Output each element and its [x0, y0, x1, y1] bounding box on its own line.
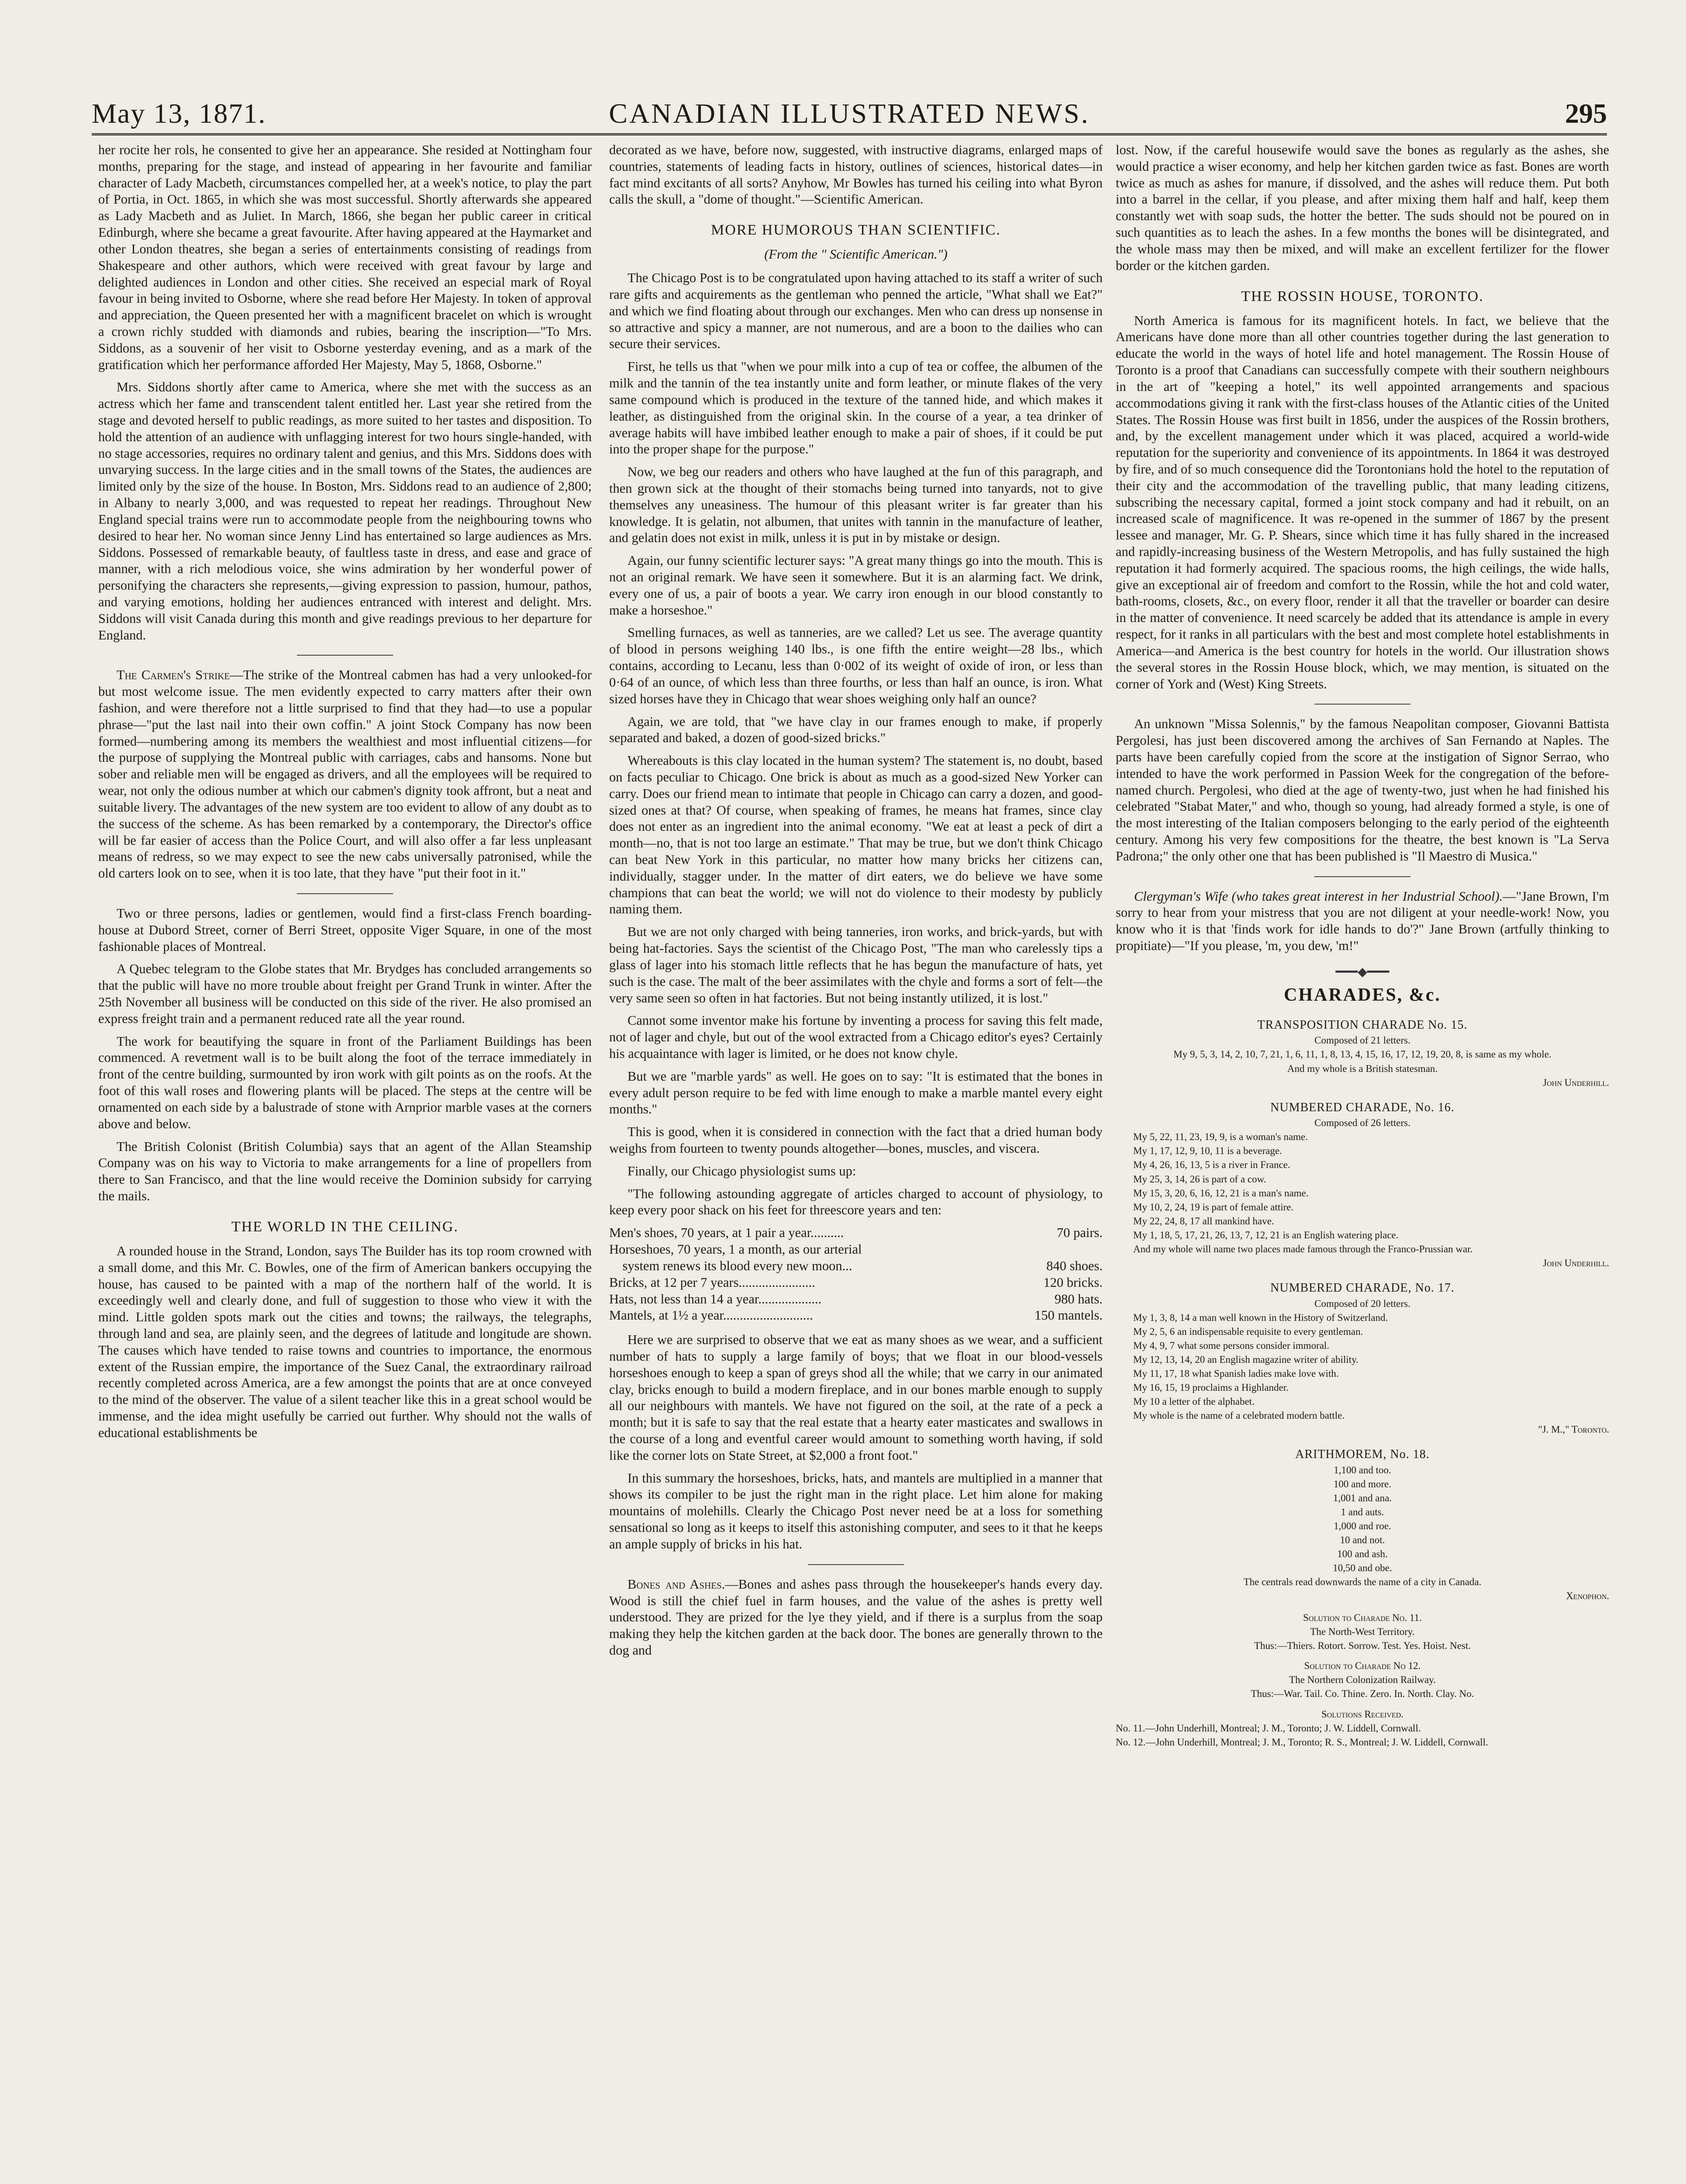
- charade-17-title: NUMBERED CHARADE, No. 17.: [1270, 1281, 1455, 1295]
- solutions-received-title: Solutions Received.: [1321, 1708, 1404, 1720]
- column-2: [609, 142, 1103, 1665]
- charade-18-line: 10 and not.: [1340, 1534, 1385, 1545]
- divider: [808, 1564, 904, 1565]
- table-row: [609, 1275, 1103, 1291]
- humorous-paragraph-1: The Chicago Post is to be congratulated upon having attached to its staff a writer of such rare gifts and acquirements as the gentleman who penned the article, "What shall we Eat?" and which we find floating about through our exchanges. Men who can dress up nonsense in so attractive and spicy a manner, are not numerous, and are a boon to the dailies who can secure their services.: [609, 270, 1103, 352]
- charade-18-title: ARITHMOREM, No. 18.: [1295, 1448, 1430, 1462]
- charade-16-line: My 15, 3, 20, 6, 16, 12, 21 is a man's name.: [1133, 1187, 1309, 1199]
- humorous-paragraph-4: Again, our funny scientific lecturer says: "A great many things go into the mouth. This is not an original remark. We have seen it somewhere. But it is an alarming fact. We drink, every one of us, a pair of boots a year. We carry iron enough in our blood constantly to make a horseshoe.": [609, 553, 1103, 618]
- table-row: [609, 1258, 1103, 1275]
- charade-16-line: My 5, 22, 11, 23, 19, 9, is a woman's name.: [1133, 1131, 1308, 1143]
- divider: [1314, 704, 1410, 705]
- british-colonist-paragraph: The British Colonist (British Columbia) says that an agent of the Allan Steamship Company was on his way to Victoria to make arrangements for a line of propellers from there to San Francisco, and that the line would receive the Dominion subsidy for carrying the mails.: [98, 1139, 592, 1203]
- solutions-received-line: No. 12.—John Underhill, Montreal; J. M., Toronto; R. S., Montreal; J. W. Liddell, Cornwall.: [1116, 1736, 1488, 1748]
- world-ceiling-heading: THE WORLD IN THE CEILING.: [231, 1218, 459, 1235]
- carmen-strike-paragraph: [98, 667, 592, 882]
- table-item: system renews its blood every new moon...: [609, 1258, 852, 1273]
- table-item: Mantels, at 1½ a year...........................: [609, 1308, 813, 1323]
- column-3: [1116, 142, 1609, 1750]
- charade-15-subtitle: Composed of 21 letters.: [1314, 1035, 1410, 1046]
- carmen-strike-text: —The strike of the Montreal cabmen has had a very unlooked-for but most welcome issue. The men evidently expected to carry matters after their own fashion, and were therefore not a little surprised to find that they had—to use a popular phrase—"put the last nail into their own coffin." A joint Stock Company has now been formed—numbering among its members the wealthiest and most influential citizens—for the purpose of supplying the Montreal public with carriages, cabs and hansoms. None but sober and reliable men will be engaged as drivers, and all the employees will be required to wear, not only the odious number at which our cabmen's dignity took affront, but a neat and suitable livery. The advantages of the new system are too evident to allow of any doubt as to the success of the scheme. As has been remarked by a contemporary, the Director's office will be far easier of access than the Police Court, and will also offer a far less unpleasant means of redress, so we may expect to see the new cabs universally patronised, while the old carters look on to see, when it is too late, that they have "put their foot in it.": [98, 667, 592, 881]
- humorous-paragraph-13: "The following astounding aggregate of articles charged to account of physiology, to keep every poor shack on his feet for threescore years and ten:: [609, 1186, 1103, 1218]
- humorous-paragraph-2: First, he tells us that "when we pour milk into a cup of tea or coffee, the albumen of the milk and the tannin of the tea instantly unite and form leather, or minute flakes of the very same compound which is produced in the texture of the tanned hide, and which makes it leather, as distinguished from the original skin. In the course of a year, a tea drinker of average habits will have imbibed leather enough to make a pair of shoes, if it could be put into the proper shape for the purpose.": [609, 359, 1103, 457]
- charade-16-line: My 1, 18, 5, 17, 21, 26, 13, 7, 12, 21 is an English watering place.: [1133, 1229, 1399, 1241]
- divider: [297, 655, 393, 656]
- charade-18-line: 1,000 and roe.: [1334, 1520, 1391, 1531]
- charade-18-line: 100 and more.: [1333, 1478, 1392, 1489]
- table-amount: 150 mantels.: [1034, 1308, 1103, 1323]
- solution-11-answer: The North-West Territory.: [1310, 1626, 1415, 1638]
- bones-ashes-continued: lost. Now, if the careful housewife would save the bones as regularly as the ashes, she would practice a wiser economy, and help her kitchen garden twice as fast. Bones are worth twice as much as ashes for manure, if dissolved, and the ashes will reduce them. Put both into a barrel in the cellar, if you please, and after mixing them half and half, keep them constantly wet with soap suds, the hotter the better. The suds should not be poured on in such quantities as to leach the ashes. In a few months the bones will be disintegrated, and the whole mass may then be mixed, and will make an excellent fertilizer for the flower border or the kitchen garden.: [1116, 142, 1609, 273]
- table-item: Bricks, at 12 per 7 years.......................: [609, 1275, 815, 1290]
- table-row: [609, 1307, 1103, 1324]
- charade-16-line: My 25, 3, 14, 26 is part of a cow.: [1133, 1173, 1266, 1185]
- table-item: Hats, not less than 14 a year...................: [609, 1291, 822, 1306]
- bones-ashes-paragraph: [609, 1576, 1103, 1659]
- humorous-paragraph-10: But we are "marble yards" as well. He goes on to say: "It is estimated that the bones in every adult person require to be fed with lime enough to make a marble mantel every eight months.": [609, 1068, 1103, 1117]
- divider: [1314, 876, 1410, 877]
- carmen-strike-lead: The Carmen's Strike: [117, 667, 230, 683]
- charade-18-line: 1 and auts.: [1341, 1506, 1384, 1517]
- charade-15-line: My 9, 5, 3, 14, 2, 10, 7, 21, 1, 6, 11, 1, 8, 13, 4, 15, 16, 17, 12, 19, 20, 8, is same as my whole.: [1173, 1049, 1552, 1060]
- charade-16-title: NUMBERED CHARADE, No. 16.: [1270, 1100, 1455, 1114]
- solution-12-words: Thus:—War. Tail. Co. Thine. Zero. In. North. Clay. No.: [1251, 1688, 1474, 1700]
- world-ceiling-paragraph: A rounded house in the Strand, London, says The Builder has its top room crowned with a small dome, and this Mr. C. Bowles, one of the firm of American bankers occupying the house, has caused to be painted with a map of the northern half of the world. It is exceedingly well and clearly done, and full of suggestion to those who view it with the mind. Little golden spots mark out the cities and towns; the railways, the telegraphs, through land and sea, are plainly seen, and the degrees of latitude and longitude are shown. The causes which have tended to raise towns and countries to importance, the enormous extent of the Russian empire, the importance of the Suez Canal, the extraordinary railroad recently completed across America, are a few amongst the points that are at once conveyed to the mind of the observer. The value of a silent teacher like this in a great school would be immense, and the idea might usefully be carried out further. Why should not the walls of educational establishments be: [98, 1243, 592, 1440]
- solution-11-title: Solution to Charade No. 11.: [1303, 1612, 1422, 1624]
- humorous-paragraph-15: In this summary the horseshoes, bricks, hats, and mantels are multiplied in a manner that shows its compiler to be just the right man in the right place. Let him alone for making mountains of molehills. Clearly the Chicago Post never need be at a loss for something sensational so long as it keeps to itself this astonishing computer, and sees to it that he keeps an ample supply of bricks in his hat.: [609, 1470, 1103, 1552]
- humorous-paragraph-12: Finally, our Chicago physiologist sums up:: [628, 1163, 856, 1178]
- table-amount: 70 pairs.: [1056, 1225, 1103, 1241]
- table-item: Horseshoes, 70 years, 1 a month, as our arterial: [609, 1242, 862, 1257]
- table-row: [609, 1291, 1103, 1308]
- humorous-paragraph-11: This is good, when it is considered in connection with the fact that a dried human body weighs from fourteen to twenty pounds altogether—bones, muscles, and viscera.: [609, 1124, 1103, 1156]
- clergyman-wife-text: —"Jane Brown, I'm sorry to hear from your mistress that you are not diligent at your needle-work! Now, you know who it is that 'finds work for idle hands to do'?" Jane Brown (artfully thinking to propitiate)—"If you please, 'm, you dew, 'm!": [1116, 888, 1609, 954]
- world-ceiling-continued: decorated as we have, before now, suggested, with instructive diagrams, enlarged maps of countries, statements of leading facts in history, outlines of sciences, historical dates—in fact mind excitants of all sorts? Anyhow, Mr Bowles has turned his ceiling into what Byron calls the skull, a "dome of thought."—Scientific American.: [609, 142, 1103, 207]
- charade-16-line: My 10, 2, 24, 19 is part of female attire.: [1133, 1201, 1294, 1213]
- charade-17-author: "J. M.," Toronto.: [1538, 1424, 1609, 1435]
- siddons-paragraph-2: Mrs. Siddons shortly after came to America, where she met with the success as an actress which her fame and transcendent talent entitled her. Last year she retired from the stage and devoted herself to public readings, as more suited to her tastes and disposition. To hold the attention of an audience with unflagging interest for two hours single-handed, with no stage accessories, requires no ordinary talent and genius, and this Mrs. Siddons does with unvarying success. In the large cities and in the small towns of the States, the audiences are limited only by the size of the house. In Boston, Mrs. Siddons read to an audience of 2,800; in Albany to nearly 3,000, and was requested to repeat her readings. Throughout New England special trains were run to accommodate people from the neighbouring towns who desired to hear her. No woman since Jenny Lind has entertained so large audiences as Mrs. Siddons. Possessed of remarkable beauty, of faultless taste in dress, and ease and grace of manner, with a rich melodious voice, she wins admiration by her wonderful power of personifying the characters she represents,—giving expression to passion, humour, pathos, and varying emotions, holding her audiences entranced with interest and delight. Mrs. Siddons will visit Canada during this month and give readings previous to her departure for England.: [98, 380, 592, 643]
- humorous-paragraph-7: Whereabouts is this clay located in the human system? The statement is, no doubt, based on facts peculiar to Chicago. One brick is about as much as a good-sized New Yorker can carry. Does our friend mean to intimate that people in Chicago can carry a dozen, and good-sized ones at that? Of course, when speaking of frames, he means hat frames, since clay does not enter as an ingredient into the animal economy. "We eat at least a peck of dirt a month—no, that is not too large an estimate." That may be true, but we don't think Chicago can beat New York in this particular, no matter how many bricks her citizens can, individually, stagger under. In the matter of dirt eaters, we do believe we have some champions that can beat the world; we will not do violence to their modesty by publicly naming them.: [609, 753, 1103, 917]
- charade-17-line: My 12, 13, 14, 20 an English magazine writer of ability.: [1133, 1354, 1358, 1365]
- table-amount: 840 shoes.: [1046, 1258, 1103, 1273]
- clergyman-wife-lead: Clergyman's Wife (who takes great interest in her Industrial School).: [1134, 888, 1503, 904]
- charade-17-line: My 16, 15, 19 proclaims a Highlander.: [1133, 1382, 1289, 1393]
- charade-17-line: My 11, 17, 18 what Spanish ladies make love with.: [1133, 1368, 1339, 1379]
- humorous-heading: MORE HUMOROUS THAN SCIENTIFIC.: [711, 222, 1001, 238]
- charade-17-subtitle: Composed of 20 letters.: [1314, 1298, 1410, 1309]
- charade-16-line: My 4, 26, 16, 13, 5 is a river in France.: [1133, 1159, 1290, 1171]
- bones-ashes-lead: Bones and Ashes.: [628, 1576, 725, 1592]
- charade-16-line: And my whole will name two places made famous through the Franco-Prussian war.: [1133, 1243, 1473, 1254]
- rossin-house-heading: THE ROSSIN HOUSE, TORONTO.: [1241, 288, 1484, 304]
- ornament-divider: ━━━◆━━━: [1335, 965, 1389, 979]
- rossin-house-paragraph: North America is famous for its magnificent hotels. In fact, we believe that the Americans have done more than all other countries together during the last generation to educate the world in the ways of hotel life and hotel management. The Rossin House of Toronto is a proof that Canadians can successfully compete with their southern neighbours in the art of "keeping a hotel," its well appointed arrangements and spacious accommodations giving it rank with the first-class houses of the Atlantic cities of the United States. The Rossin House was first built in 1856, under the auspices of the Rossin brothers, and, by the excellent management under which it was placed, acquired a world-wide reputation for the superiority and convenience of its appointments. In 1864 it was destroyed by fire, and of so much consequence did the Torontonians hold the hotel to the reputation of their city and the accommodation of the travelling public, that many leading citizens, subscribing the necessary capital, formed a joint stock company and had it rebuilt, on an increased scale of magnificence. It was re-opened in the summer of 1867 by the present lessee and manager, Mr. G. P. Shears, since which time it has fully shared in the increased and rapidly-increasing business of the Western Metropolis, and has fully sustained the high reputation it had formerly acquired. The spacious rooms, the high ceilings, the wide halls, give an exceptional air of freedom and comfort to the Rossin, while the hot and cold water, bath-rooms, closets, &c., on every floor, render it all that the traveller or boarder can desire in the matter of convenience. It need scarcely be added that its attendance is ample in every respect, for it ranks in all particulars with the best and most complete hotel establishments in America—and America is the best country for hotels in the world. Our illustration shows the several stores in the Rossin House block, which, we may mention, is situated on the corner of York and (West) King Streets.: [1116, 313, 1609, 691]
- humorous-paragraph-8: But we are not only charged with being tanneries, iron works, and brick-yards, but with being hat-factories. Says the scientist of the Chicago Post, "The man who carelessly tips a glass of lager into his stomach little reflects that he has begun the manufacture of hats, yet such is the case. The malt of the beer assimilates with the chyle and forms a sort of felt—the very same seen so often in hat factories. But not being instantly utilized, it is lost.": [609, 924, 1103, 1006]
- table-item: Men's shoes, 70 years, at 1 pair a year..........: [609, 1225, 844, 1241]
- humorous-source: (From the " Scientific American."): [764, 247, 948, 262]
- charade-16-author: John Underhill.: [1543, 1257, 1609, 1268]
- table-row: [609, 1241, 1103, 1258]
- charade-18-line: 1,001 and ana.: [1333, 1492, 1392, 1503]
- humorous-paragraph-9: Cannot some inventor make his fortune by inventing a process for saving this felt made, not of lager and chyle, but out of the wool extracted from a Chicago editor's eyes? Certainly his acquaintance with lager is limited, or he does not know chyle.: [609, 1013, 1103, 1061]
- charade-18-line: 10,50 and obe.: [1333, 1562, 1392, 1574]
- page-number: 295: [1565, 98, 1607, 129]
- charade-18-line: 1,100 and too.: [1334, 1464, 1391, 1476]
- charade-16-line: My 22, 24, 8, 17 all mankind have.: [1133, 1215, 1274, 1227]
- table-amount: 120 bricks.: [1043, 1275, 1103, 1290]
- clergyman-wife-paragraph: [1116, 888, 1609, 954]
- humorous-paragraph-6: Again, we are told, that "we have clay in our frames enough to make, if properly separated and baked, a dozen of good-sized bricks.": [609, 714, 1103, 746]
- charade-18-line: 100 and ash.: [1337, 1548, 1388, 1560]
- charade-17-line: My 2, 5, 6 an indispensable requisite to every gentleman.: [1133, 1326, 1363, 1337]
- newspaper-title: CANADIAN ILLUSTRATED NEWS.: [609, 98, 1090, 129]
- parliament-square-paragraph: The work for beautifying the square in front of the Parliament Buildings has been commenced. A revetment wall is to be built along the foot of the terrace immediately in front of the centre building, surmounted by iron work with gilt points as on the roofs. At the foot of this wall roses and flowering plants will be placed. The steps at the centre will be ornamented on each side by a balustrade of stone with Arnprior marble vases at the corners above and below.: [98, 1033, 592, 1131]
- charade-15-author: John Underhill.: [1543, 1077, 1609, 1088]
- charade-18-note: The centrals read downwards the name of a city in Canada.: [1243, 1576, 1482, 1588]
- solutions-received-line: No. 11.—John Underhill, Montreal; J. M., Toronto; J. W. Liddell, Cornwall.: [1116, 1722, 1421, 1734]
- divider: [297, 893, 393, 894]
- charade-17-line: My 10 a letter of the alphabet.: [1133, 1396, 1255, 1407]
- aggregate-table: [609, 1225, 1103, 1324]
- charade-17-line: My whole is the name of a celebrated modern battle.: [1133, 1410, 1345, 1421]
- issue-date: May 13, 1871.: [92, 98, 266, 129]
- humorous-paragraph-3: Now, we beg our readers and others who have laughed at the fun of this paragraph, and then grown sick at the thought of their stomachs being turned into tanyards, not to give themselves any uneasiness. The humour of this pleasant writer is far greater than his knowledge. It is gelatin, not albumen, that unites with tannin in the manufacture of leather, and gelatin does not exist in milk, unless it is put in by mistake or design.: [609, 464, 1103, 546]
- charades-heading: CHARADES, &c.: [1284, 985, 1441, 1005]
- charade-17-line: My 4, 9, 7 what some persons consider immoral.: [1133, 1340, 1330, 1351]
- solution-12-answer: The Northern Colonization Railway.: [1289, 1674, 1436, 1686]
- charade-15-line: And my whole is a British statesman.: [1287, 1063, 1438, 1074]
- missa-solennis-paragraph: An unknown "Missa Solennis," by the famous Neapolitan composer, Giovanni Battista Pergolesi, has just been discovered among the archives of San Fernando at Naples. The parts have been carefully copied from the score at the instigation of Signor Serrao, who intended to have the work performed in Passion Week for the congregation of the before-named church. Pergolesi, who died at the age of twenty-two, just when he had finished his celebrated "Stabat Mater," and who, though so young, had already formed a style, is one of the most interesting of the Italian composers belonging to the early period of the eighteenth century. Among his very few compositions for the theatre, the best known is "La Serva Padrona;" the only other one that has been published is "Il Maestro di Musica.": [1116, 716, 1609, 864]
- charade-16-subtitle: Composed of 26 letters.: [1314, 1117, 1410, 1129]
- quebec-telegram-paragraph: A Quebec telegram to the Globe states that Mr. Brydges has concluded arrangements so that the public will have no more trouble about freight per Grand Trunk in winter. After the 25th November all business will be conducted on this side of the river. He also promised an express freight train and a permanent reduced rate all the year round.: [98, 961, 592, 1026]
- column-1: [98, 142, 592, 1448]
- table-amount: 980 hats.: [1054, 1291, 1103, 1306]
- charade-15-title: TRANSPOSITION CHARADE No. 15.: [1257, 1018, 1468, 1032]
- bones-ashes-text: —Bones and ashes pass through the housekeeper's hands every day. Wood is still the chief fuel in farm houses, and the value of the ashes is pretty well understood. They are prized for the lye they yield, and if there is a surplus from the soap making they help the kitchen garden at the back door. The bones are generally thrown to the dog and: [609, 1576, 1103, 1658]
- charade-17-line: My 1, 3, 8, 14 a man well known in the History of Switzerland.: [1133, 1312, 1388, 1323]
- charade-16-line: My 1, 17, 12, 9, 10, 11 is a beverage.: [1133, 1145, 1282, 1157]
- solution-12-title: Solution to Charade No 12.: [1304, 1660, 1421, 1672]
- siddons-paragraph-1: her rocite her rols, he consented to give her an appearance. She resided at Nottingham four months, preparing for the stage, and instead of appearing in her favourite and familiar character of Lady Macbeth, circumstances compelled her, at a week's notice, to play the part of Portia, in Oct. 1865, in which she was most successful. Shortly afterwards she appeared as Lady Macbeth and as Juliet. In March, 1866, she began her public career in critical Edinburgh, where she became a great favourite. After having appeared at the Haymarket and other London theatres, she began a series of entertainments consisting of readings from Shakespeare and other authors, which were received with great favour by large and delighted audiences in London and other cities. She received an especial mark of Royal favour in being invited to Osborne, where she read before Her Majesty. In token of approval and appreciation, the Queen presented her with a magnificent bracelet on which is wrought a crown richly studded with diamonds and rubies, bearing the inscription—"To Mrs. Siddons, as a souvenir of her visit to Osborne yesterday evening, and as a mark of the gratification which her performance afforded Her Majesty, May 5, 1868, Osborne.": [98, 142, 592, 372]
- boarding-house-paragraph: Two or three persons, ladies or gentlemen, would find a first-class French boarding-house at Dubord Street, corner of Berri Street, opposite Viger Square, in one of the most fashionable places of Montreal.: [98, 905, 592, 954]
- humorous-paragraph-5: Smelling furnaces, as well as tanneries, are we called? Let us see. The average quantity of blood in persons weighing 140 lbs., is one fifth the entire weight—28 lbs., which contains, according to Lecanu, less than 0·002 of its weight of oxide of iron, or less than 0·64 of an ounce, of which less than three fourths, or less than half an ounce, is iron. What sized horses have they in Chicago that wear shoes weighing only half an ounce?: [609, 625, 1103, 706]
- masthead: [92, 94, 1607, 135]
- solution-11-words: Thus:—Thiers. Rotort. Sorrow. Test. Yes. Hoist. Nest.: [1254, 1640, 1471, 1652]
- charade-18-author: Xenophon.: [1566, 1590, 1609, 1602]
- humorous-paragraph-14: Here we are surprised to observe that we eat as many shoes as we wear, and a sufficient number of hats to supply a large family of boys; that we float in our blood-vessels horseshoes enough to keep a span of greys shod all the while; that we carry in our animated clay, bricks enough to build a modern fireplace, and in our bones marble enough to supply all our neighbours with mantels. We have not figured on the soil, at the rate of a peck a month; but it is safe to say that the real estate that a hearty eater masticates and swallows in the course of a long and eventful career would amount to something worth having, if sold like the corner lots on State Street, at $2,000 a front foot.": [609, 1332, 1103, 1463]
- table-row: [609, 1225, 1103, 1241]
